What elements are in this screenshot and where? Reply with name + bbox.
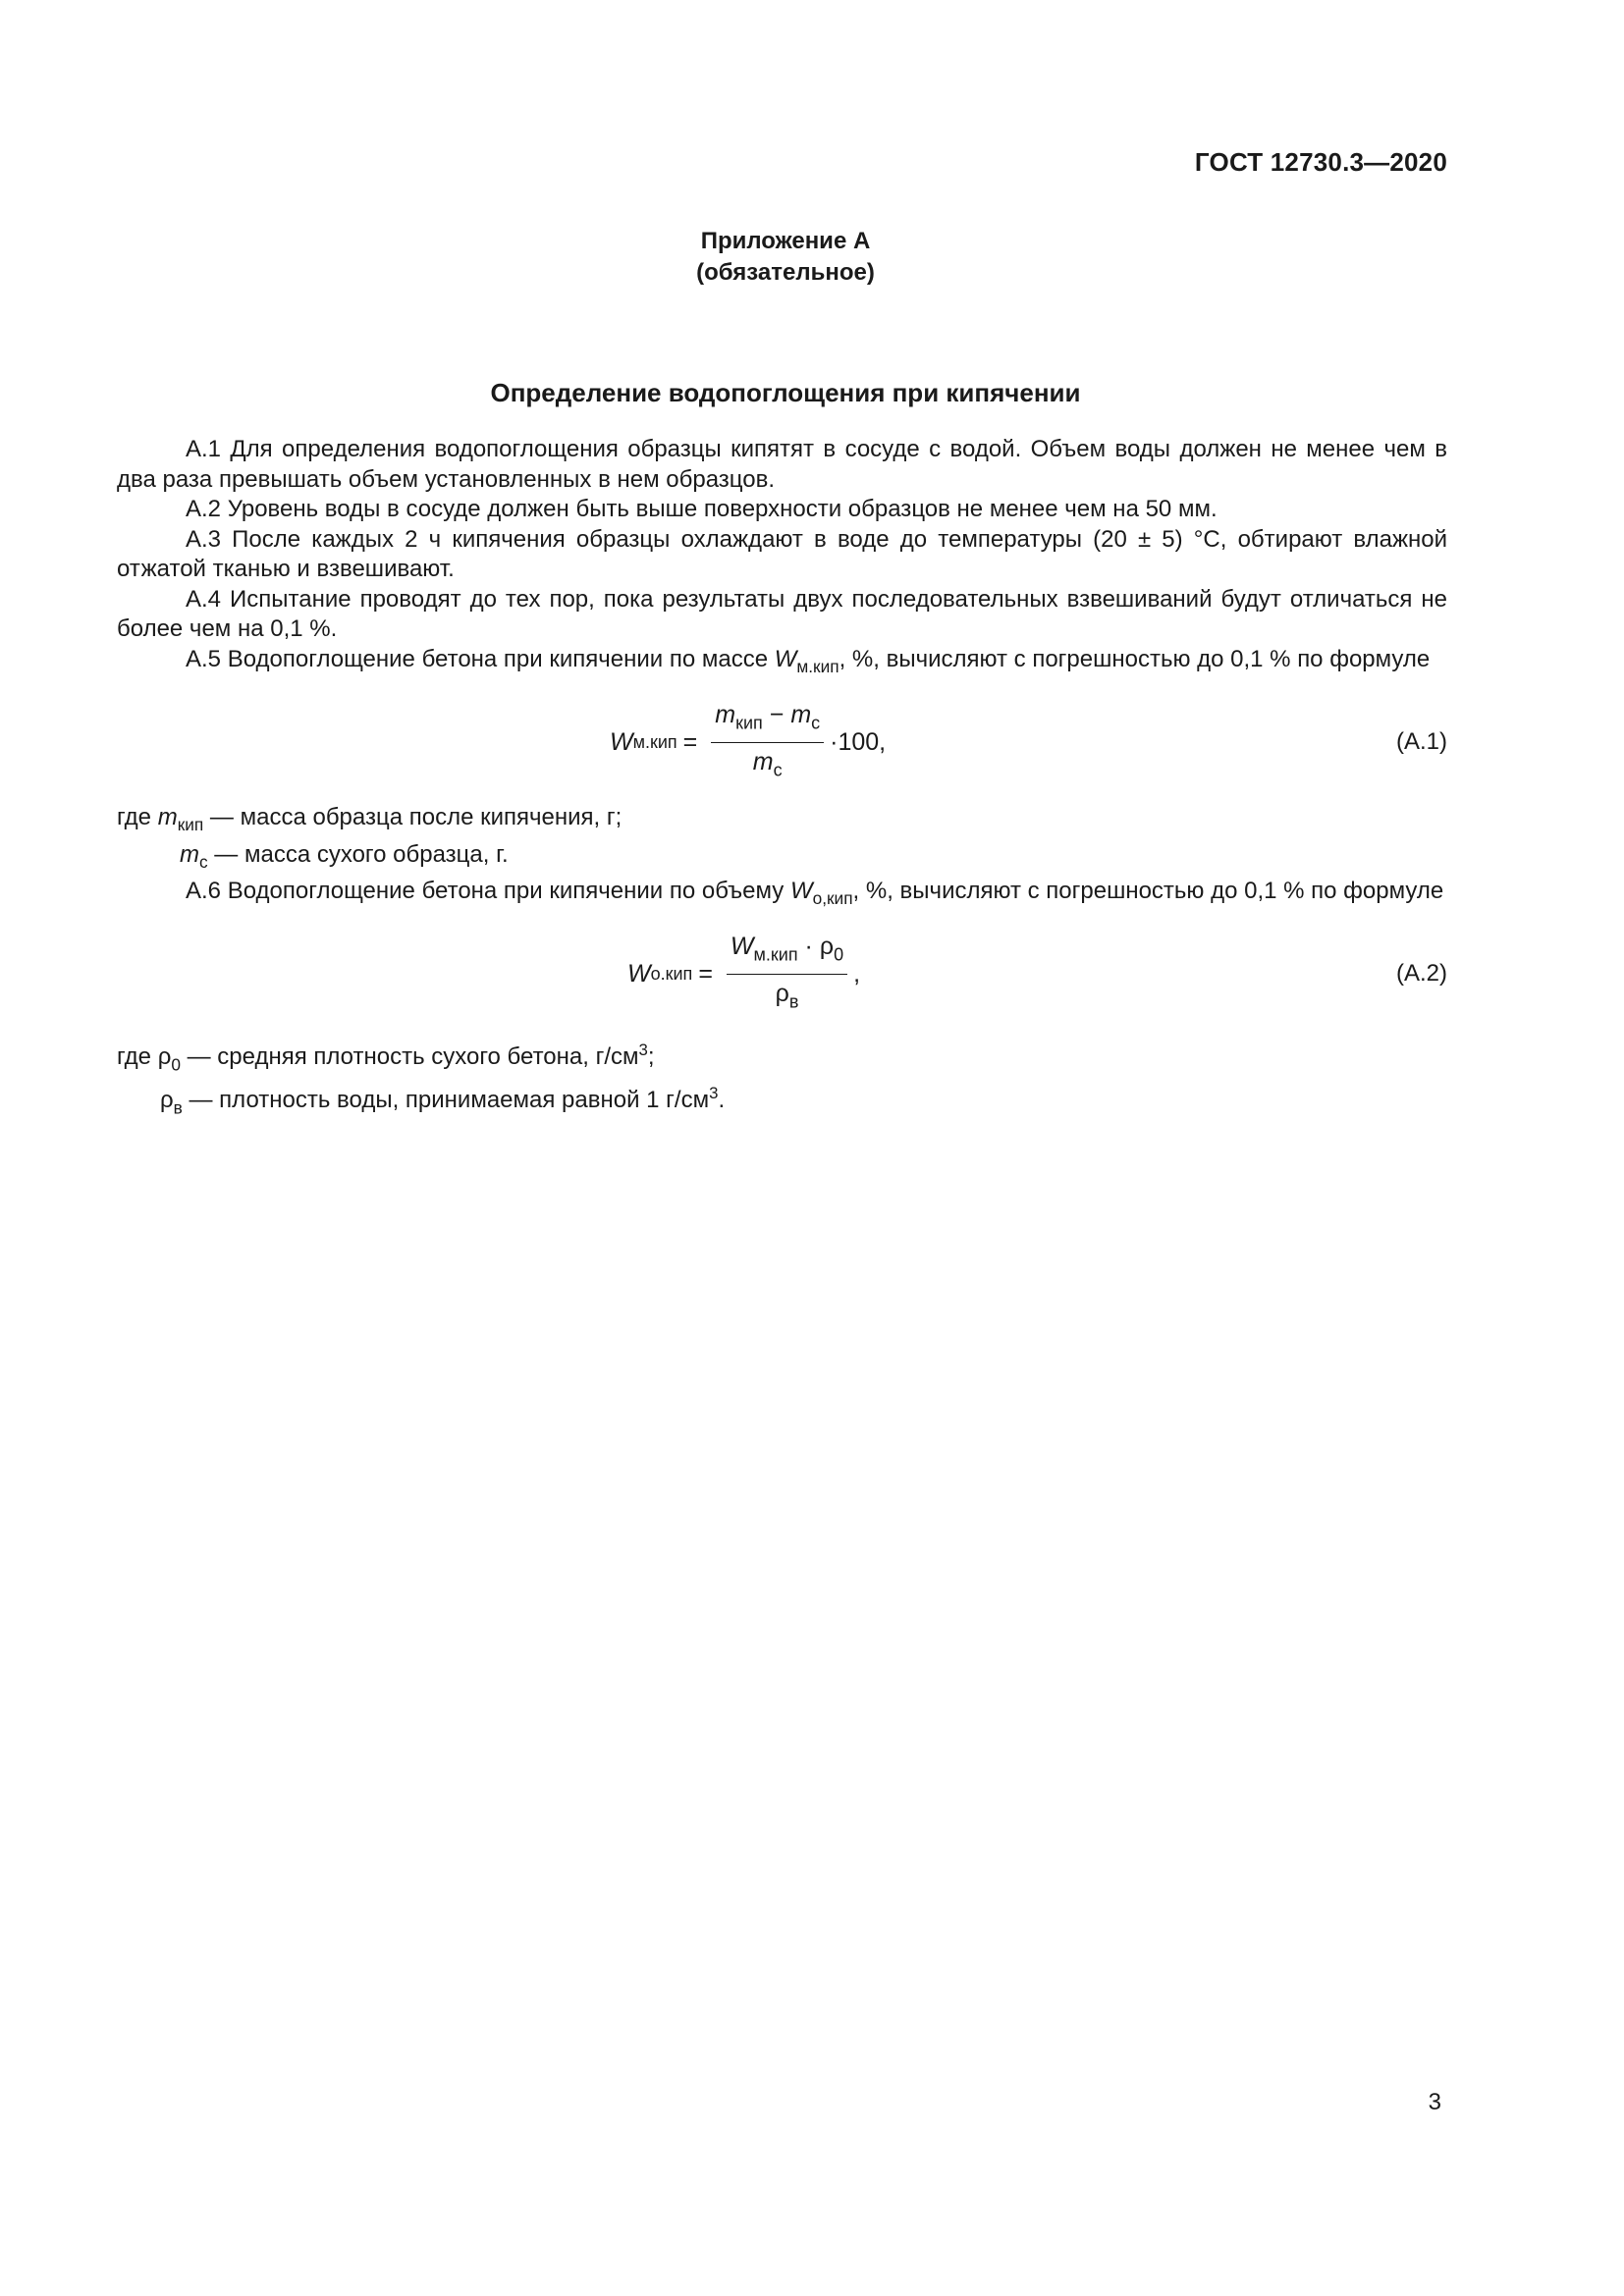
equals-sign: = xyxy=(682,727,698,756)
where-a1-line1-text: — масса образца после кипячения, г; xyxy=(203,804,623,831)
subscript-kip: кип xyxy=(177,815,204,835)
paragraph-a6 xyxy=(117,877,1447,914)
paragraph-a6-text: А.6 Водопоглощение бетона при кипячении по объему xyxy=(186,878,790,905)
paragraph-a3: А.3 После каждых 2 ч кипячения образцы охлаждают в воде до температуры (20 ± 5) °С, обтирают влажной отжатой тканью и взвешивают. xyxy=(117,525,1447,582)
appendix-status: (обязательное) xyxy=(696,259,875,286)
where-a2-line1-text: — средняя плотность сухого бетона, г/см xyxy=(180,1042,639,1070)
subscript-m-kip: м.кип xyxy=(796,656,839,676)
paragraph-a5-tail: , %, вычисляют с погрешностью до 0,1 % по формуле xyxy=(839,645,1431,672)
superscript-3: 3 xyxy=(638,1040,648,1059)
formula-a2 xyxy=(117,926,1447,1024)
subscript-kip: кип xyxy=(735,713,763,733)
comma: , xyxy=(853,960,861,988)
fraction xyxy=(727,932,847,1017)
where-a1-line1 xyxy=(117,803,1447,840)
superscript-3: 3 xyxy=(709,1084,719,1103)
symbol-m: m xyxy=(180,840,199,868)
dot-operator: · xyxy=(804,933,813,961)
subscript-m-kip: м.кип xyxy=(753,944,798,965)
formula-a2-expression xyxy=(627,926,860,1024)
dot-operator: · xyxy=(830,727,839,756)
symbol-rho: ρ xyxy=(775,980,789,1008)
appendix-label: Приложение А xyxy=(700,228,871,254)
subscript-c: с xyxy=(811,713,821,733)
where-a2-line2-text: — плотность воды, принимаемая равной 1 г/см xyxy=(182,1087,710,1114)
symbol-m: m xyxy=(157,804,178,831)
paragraph-a6-tail: , %, вычисляют с погрешностью до 0,1 % по формуле xyxy=(852,878,1444,905)
subscript-0: 0 xyxy=(834,944,844,965)
subscript-v: в xyxy=(173,1097,183,1118)
symbol-rho: ρ xyxy=(819,933,835,961)
equals-sign: = xyxy=(698,960,713,988)
symbol-m: m xyxy=(752,747,774,775)
paragraph-a5-text: А.5 Водопоглощение бетона при кипячении по массе xyxy=(186,645,775,672)
symbol-w: W xyxy=(627,960,651,988)
punctuation: ; xyxy=(647,1042,655,1070)
symbol-w: W xyxy=(774,645,797,672)
where-lead: где xyxy=(117,1042,158,1070)
subscript-o-kip: о.кип xyxy=(650,964,693,985)
where-a2-line1 xyxy=(117,1036,1447,1080)
subscript-c: с xyxy=(199,851,208,872)
paragraph-a4: А.4 Испытание проводят до тех пор, пока результаты двух последовательных взвешиваний будут отличаться не более чем на 0,1 %. xyxy=(117,585,1447,642)
standard-code: ГОСТ 12730.3—2020 xyxy=(1194,147,1447,177)
numerator xyxy=(727,932,847,975)
numerator xyxy=(711,700,824,743)
formula-a1 xyxy=(117,693,1447,791)
minus-sign: − xyxy=(769,700,785,728)
subscript-v: в xyxy=(788,991,799,1012)
subscript-o-kip: о,кип xyxy=(812,888,853,909)
where-a2-line2 xyxy=(117,1079,1447,1123)
symbol-w: W xyxy=(610,727,633,756)
where-a1-line2-text: — масса сухого образца, г. xyxy=(207,840,509,868)
symbol-m: m xyxy=(715,700,736,728)
page-number: 3 xyxy=(1428,2089,1441,2115)
symbol-rho: ρ xyxy=(157,1042,172,1070)
paragraph-a2: А.2 Уровень воды в сосуде должен быть выше поверхности образцов не менее чем на 50 мм. xyxy=(186,496,1218,522)
body-text xyxy=(117,435,1447,1123)
symbol-w: W xyxy=(789,878,813,905)
punctuation: . xyxy=(718,1087,726,1114)
fraction xyxy=(711,700,824,785)
multiplier: 100, xyxy=(838,727,887,756)
subscript-c: с xyxy=(773,759,783,779)
section-title: Определение водопоглощения при кипячении xyxy=(490,378,1081,407)
subscript-0: 0 xyxy=(171,1053,181,1074)
denominator xyxy=(776,975,799,1017)
symbol-m: m xyxy=(790,700,812,728)
where-a1-line2 xyxy=(117,840,1447,878)
paragraph-a1: А.1 Для определения водопоглощения образцы кипятят в сосуде с водой. Объем воды должен не менее чем в два раза превышать объем установленных в нем образцов. xyxy=(117,436,1447,493)
symbol-rho: ρ xyxy=(160,1087,174,1114)
denominator xyxy=(753,743,783,785)
formula-a1-expression xyxy=(610,693,886,791)
where-lead: где xyxy=(117,804,158,831)
symbol-w: W xyxy=(730,933,754,961)
subscript-m-kip: м.кип xyxy=(632,731,677,752)
appendix-heading xyxy=(0,226,1571,289)
paragraph-a5 xyxy=(117,645,1447,682)
formula-a1-number: (А.1) xyxy=(1395,727,1447,755)
formula-a2-number: (А.2) xyxy=(1395,960,1447,988)
